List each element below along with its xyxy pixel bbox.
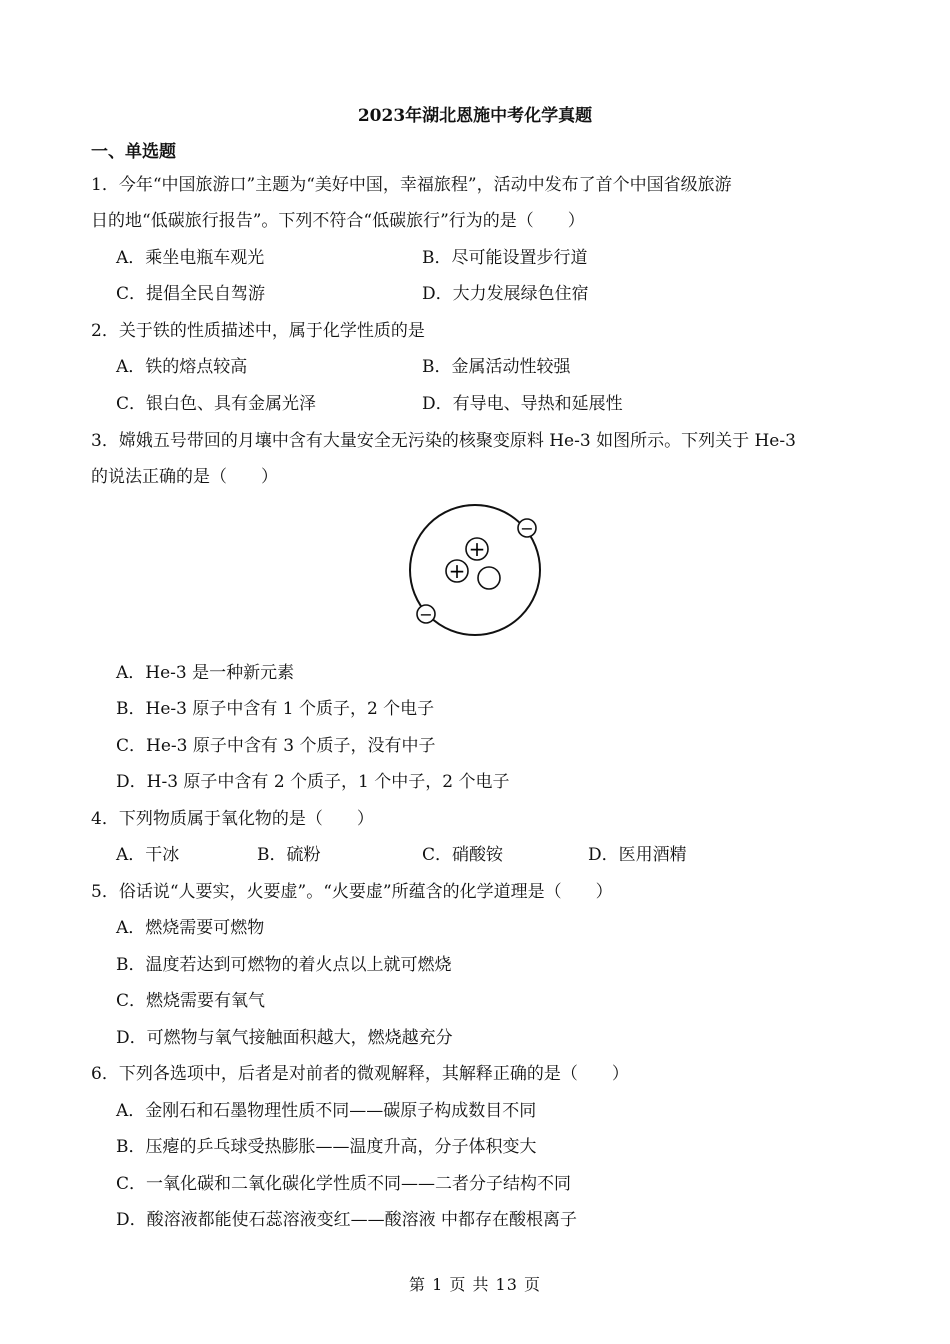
question-4-option-b: B．硫粉 bbox=[257, 845, 321, 865]
question-1-option-a: A．乘坐电瓶车观光 bbox=[116, 248, 265, 268]
proton-symbol: + bbox=[468, 537, 486, 561]
he3-atom-diagram bbox=[405, 500, 545, 640]
question-6-option-a: A．金刚石和石墨物理性质不同——碳原子构成数目不同 bbox=[116, 1101, 537, 1121]
question-6-option-c: C．一氧化碳和二氧化碳化学性质不同——二者分子结构不同 bbox=[116, 1174, 572, 1194]
electron-1 bbox=[518, 519, 536, 538]
page-footer: 第 1 页 共 13 页 bbox=[409, 1275, 541, 1294]
question-1-option-c: C．提倡全民自驾游 bbox=[116, 284, 266, 304]
neutron bbox=[478, 567, 500, 589]
proton-symbol: + bbox=[448, 559, 466, 583]
question-3-option-d: D．H-3 原子中含有 2 个质子，1 个中子，2 个电子 bbox=[116, 772, 510, 792]
question-5-option-b: B．温度若达到可燃物的着火点以上就可燃烧 bbox=[116, 955, 452, 975]
question-6-option-b: B．压瘪的乒乓球受热膨胀——温度升高，分子体积变大 bbox=[116, 1137, 537, 1157]
question-1-line-1: 1．今年“中国旅游口”主题为“美好中国，幸福旅程”，活动中发布了首个中国省级旅游 bbox=[91, 175, 732, 195]
question-2-option-c: C．银白色、具有金属光泽 bbox=[116, 394, 317, 414]
electron-symbol: − bbox=[419, 605, 433, 624]
electron-2 bbox=[417, 605, 435, 624]
question-1-line-2: 日的地“低碳旅行报告”。下列不符合“低碳旅行”行为的是（ ） bbox=[91, 211, 585, 231]
question-3-line-1: 3．嫦娥五号带回的月壤中含有大量安全无污染的核聚变原料 He-3 如图所示。下列关于 He-3 bbox=[91, 431, 796, 451]
electron-symbol: − bbox=[520, 519, 534, 538]
question-1-option-d: D．大力发展绿色住宿 bbox=[422, 284, 589, 304]
question-4-option-a: A．干冰 bbox=[116, 845, 180, 865]
question-3-option-a: A．He-3 是一种新元素 bbox=[116, 663, 295, 683]
question-4-option-c: C．硝酸铵 bbox=[422, 845, 504, 865]
question-2-option-d: D．有导电、导热和延展性 bbox=[422, 394, 623, 414]
question-2-line-1: 2．关于铁的性质描述中，属于化学性质的是 bbox=[91, 321, 425, 341]
question-1-option-b: B．尽可能设置步行道 bbox=[422, 248, 588, 268]
question-5-option-a: A．燃烧需要可燃物 bbox=[116, 918, 265, 938]
question-5-line-1: 5．俗话说“人要实，火要虚”。“火要虚”所蕴含的化学道理是（ ） bbox=[91, 882, 613, 902]
section-heading: 一、单选题 bbox=[91, 142, 176, 162]
question-6-option-d: D．酸溶液都能使石蕊溶液变红——酸溶液 中都存在酸根离子 bbox=[116, 1210, 578, 1230]
question-2-option-a: A．铁的熔点较高 bbox=[116, 357, 248, 377]
page-title: 2023年湖北恩施中考化学真题 bbox=[357, 106, 593, 126]
question-5-option-c: C．燃烧需要有氧气 bbox=[116, 991, 266, 1011]
question-3-option-b: B．He-3 原子中含有 1 个质子，2 个电子 bbox=[116, 699, 435, 719]
question-4-option-d: D．医用酒精 bbox=[588, 845, 687, 865]
question-3-option-c: C．He-3 原子中含有 3 个质子，没有中子 bbox=[116, 736, 436, 756]
question-6-line-1: 6．下列各选项中，后者是对前者的微观解释，其解释正确的是（ ） bbox=[91, 1064, 629, 1084]
question-4-line-1: 4．下列物质属于氧化物的是（ ） bbox=[91, 809, 374, 829]
proton-2 bbox=[446, 559, 468, 583]
question-3-line-2: 的说法正确的是（ ） bbox=[91, 467, 278, 487]
question-5-option-d: D．可燃物与氧气接触面积越大，燃烧越充分 bbox=[116, 1028, 453, 1048]
question-2-option-b: B．金属活动性较强 bbox=[422, 357, 571, 377]
proton-1 bbox=[466, 537, 488, 561]
